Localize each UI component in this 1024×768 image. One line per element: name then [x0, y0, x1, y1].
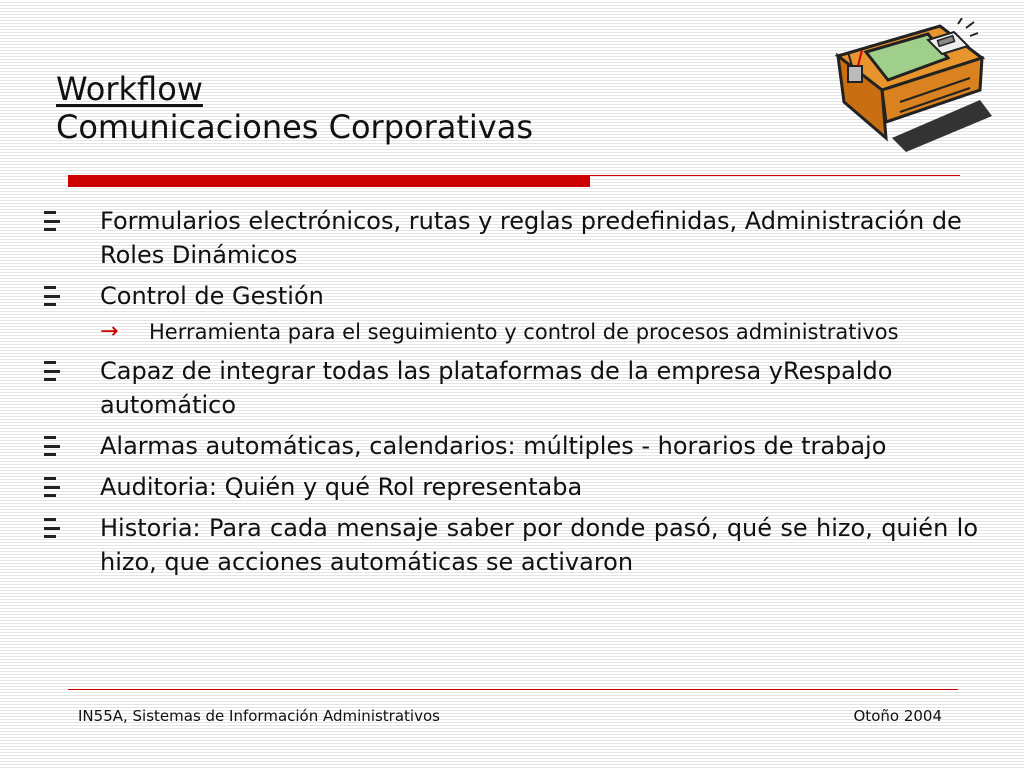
list-item: Auditoria: Quién y qué Rol representaba	[44, 470, 978, 504]
footer-course: IN55A, Sistemas de Información Administrativos	[78, 707, 440, 725]
list-item: Capaz de integrar todas las plataformas de la empresa yRespaldo automático	[44, 354, 978, 422]
title-divider-thin	[590, 175, 960, 176]
arrow-right-icon: →	[100, 319, 119, 344]
title-workflow: Workflow	[56, 70, 203, 108]
three-bars-bullet-icon	[44, 518, 62, 538]
footer-term: Otoño 2004	[853, 707, 942, 725]
list-item: Control de Gestión	[44, 279, 978, 313]
title-subtitle: Comunicaciones Corporativas	[56, 108, 534, 146]
footer-divider	[68, 689, 958, 690]
three-bars-bullet-icon	[44, 286, 62, 306]
list-item: Historia: Para cada mensaje saber por donde pasó, qué se hizo, quién lo hizo, que acciones automáticas se activaron	[44, 511, 978, 579]
slide-title	[56, 70, 533, 146]
sub-list-item: → Herramienta para el seguimiento y control de procesos administrativos	[44, 316, 978, 348]
three-bars-bullet-icon	[44, 211, 62, 231]
list-item: Formularios electrónicos, rutas y reglas predefinidas, Administración de Roles Dinámicos	[44, 204, 978, 272]
bullet-list	[44, 204, 978, 586]
three-bars-bullet-icon	[44, 361, 62, 381]
three-bars-bullet-icon	[44, 436, 62, 456]
office-desk-clipart-icon	[830, 18, 995, 153]
list-item: Alarmas automáticas, calendarios: múltiples - horarios de trabajo	[44, 429, 978, 463]
title-divider-thick	[68, 175, 590, 187]
three-bars-bullet-icon	[44, 477, 62, 497]
